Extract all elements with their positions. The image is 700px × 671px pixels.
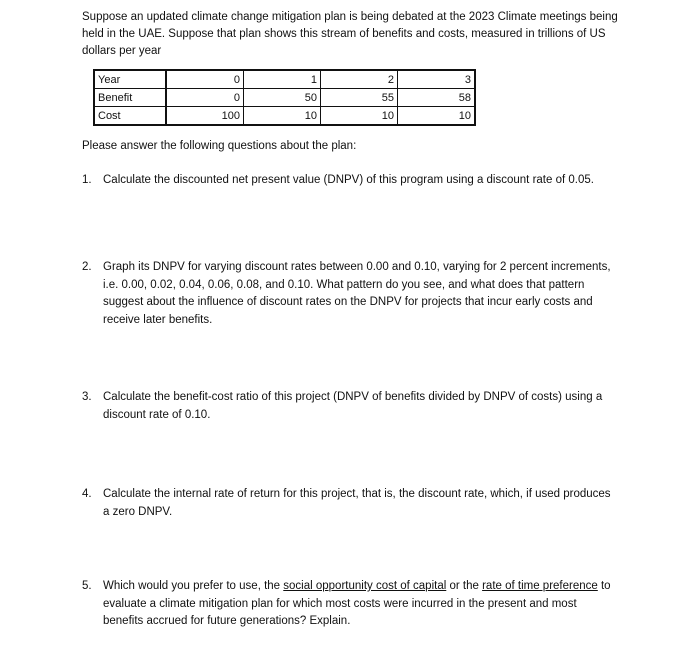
question-number: 4. bbox=[82, 488, 92, 500]
question-text: Graph its DNPV for varying discount rates between 0.00 and 0.10, varying for 2 percent increments, i.e. 0.00, 0.02, 0.04, 0.06, 0.08, and 0.10. What pattern do you see, and what does that pattern suggest about the influence of discount rates on the DNPV for projects that incur early costs and receive later benefits. bbox=[103, 261, 611, 326]
table-cell: 3 bbox=[398, 70, 476, 89]
table-cell: 50 bbox=[244, 89, 321, 107]
question-text: Calculate the internal rate of return for this project, that is, the discount rate, which, if used produces a zero DNPV. bbox=[103, 488, 611, 518]
table-cell: 10 bbox=[244, 107, 321, 126]
question-number: 5. bbox=[82, 580, 92, 592]
table-cell: 2 bbox=[321, 70, 398, 89]
table-cell: 10 bbox=[321, 107, 398, 126]
question-3 bbox=[82, 389, 617, 424]
rate-of-time-preference-term: rate of time preference bbox=[482, 580, 598, 592]
row-label-benefit: Benefit bbox=[94, 89, 166, 107]
question-5 bbox=[82, 578, 617, 631]
question-text-mid: or the bbox=[446, 580, 483, 592]
question-4 bbox=[82, 486, 617, 521]
table-row bbox=[94, 107, 475, 126]
benefit-cost-table bbox=[93, 69, 476, 126]
table-cell: 55 bbox=[321, 89, 398, 107]
question-1 bbox=[82, 172, 617, 190]
question-text: Calculate the discounted net present value (DNPV) of this program using a discount rate of 0.05. bbox=[103, 174, 594, 186]
table-row bbox=[94, 89, 475, 107]
social-opportunity-cost-term: social opportunity cost of capital bbox=[283, 580, 447, 592]
question-number: 2. bbox=[82, 261, 92, 273]
table-cell: 58 bbox=[398, 89, 476, 107]
table-row bbox=[94, 70, 475, 89]
question-number: 1. bbox=[82, 174, 92, 186]
question-number: 3. bbox=[82, 391, 92, 403]
table-cell: 0 bbox=[166, 70, 244, 89]
question-text: Calculate the benefit-cost ratio of this project (DNPV of benefits divided by DNPV of costs) using a discount rate of 0.10. bbox=[103, 391, 603, 421]
question-text-pre: Which would you prefer to use, the bbox=[103, 580, 284, 592]
question-text-post: to evaluate a climate mitigation plan for which most costs were incurred in the present and most benefits accrued for future generations? Explain. bbox=[103, 580, 611, 627]
table-cell: 10 bbox=[398, 107, 476, 126]
table-cell: 1 bbox=[244, 70, 321, 89]
questions-prompt: Please answer the following questions about the plan: bbox=[82, 140, 357, 152]
table-cell: 100 bbox=[166, 107, 244, 126]
question-2 bbox=[82, 259, 617, 329]
row-label-cost: Cost bbox=[94, 107, 166, 126]
intro-paragraph: Suppose an updated climate change mitigation plan is being debated at the 2023 Climate meetings being held in the UAE. Suppose that plan shows this stream of benefits and costs, measured in trillions of US dollars per year bbox=[82, 11, 618, 57]
question-text bbox=[103, 578, 617, 631]
row-label-year: Year bbox=[94, 70, 166, 89]
table-cell: 0 bbox=[166, 89, 244, 107]
